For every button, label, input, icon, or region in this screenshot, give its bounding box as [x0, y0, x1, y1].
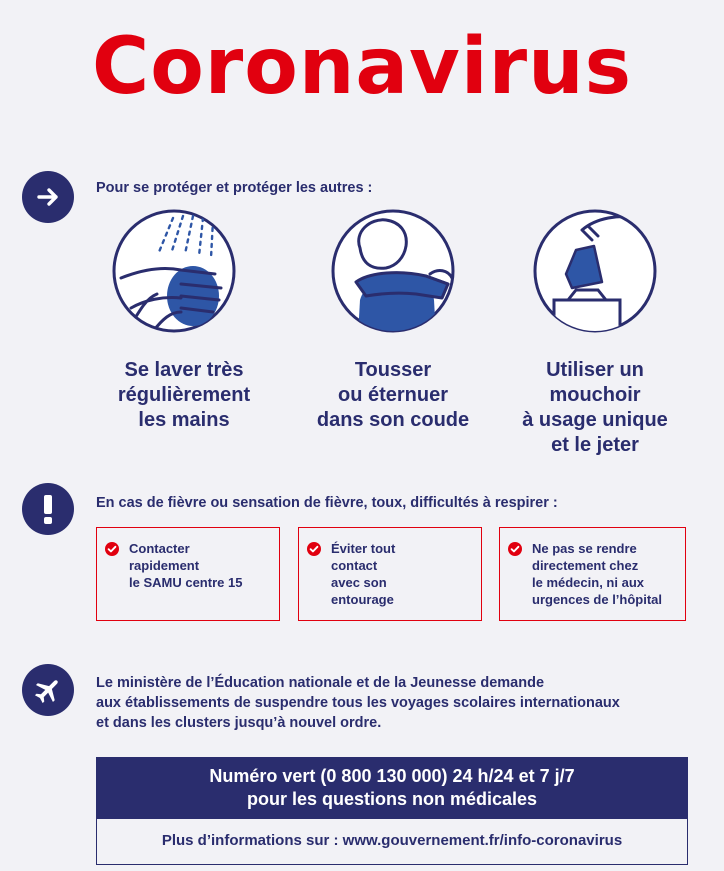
hotline-banner: Numéro vert (0 800 130 000) 24 h/24 et 7 j/7 pour les questions non médicales — [96, 757, 688, 819]
page-title: Coronavirus — [91, 22, 633, 112]
arrow-right-icon — [22, 171, 74, 223]
hand-washing-icon — [111, 208, 237, 334]
check-icon — [307, 542, 321, 556]
cough-elbow-icon — [330, 208, 456, 334]
advice-box-samu: Contacter rapidement le SAMU centre 15 — [96, 527, 280, 621]
airplane-icon — [22, 664, 74, 716]
caption-cough-elbow: Tousser ou éternuer dans son coude — [316, 359, 470, 431]
ministry-notice: Le ministère de l’Éducation nationale et de la Jeunesse demande aux établissements de suspendre tous les voyages scolaires internationaux et dans les clusters jusqu’à nouvel ordre. — [96, 675, 620, 731]
check-icon — [105, 542, 119, 556]
check-icon — [508, 542, 522, 556]
advice-box-avoid-contact: Éviter tout contact avec son entourage — [298, 527, 482, 621]
caption-wash-hands: Se laver très régulièrement les mains — [117, 359, 251, 431]
exclamation-icon — [22, 483, 74, 535]
info-link[interactable]: Plus d’informations sur : www.gouvernement.fr/info-coronavirus — [96, 819, 688, 865]
caption-use-tissue: Utiliser un mouchoir à usage unique et le jeter — [522, 359, 668, 456]
advice-box-no-doctor-visit: Ne pas se rendre directement chez le médecin, ni aux urgences de l’hôpital — [499, 527, 686, 621]
tissue-box-icon — [532, 208, 658, 334]
protect-heading: Pour se protéger et protéger les autres : — [96, 180, 373, 196]
symptoms-heading: En cas de fièvre ou sensation de fièvre, toux, difficultés à respirer : — [96, 495, 558, 511]
